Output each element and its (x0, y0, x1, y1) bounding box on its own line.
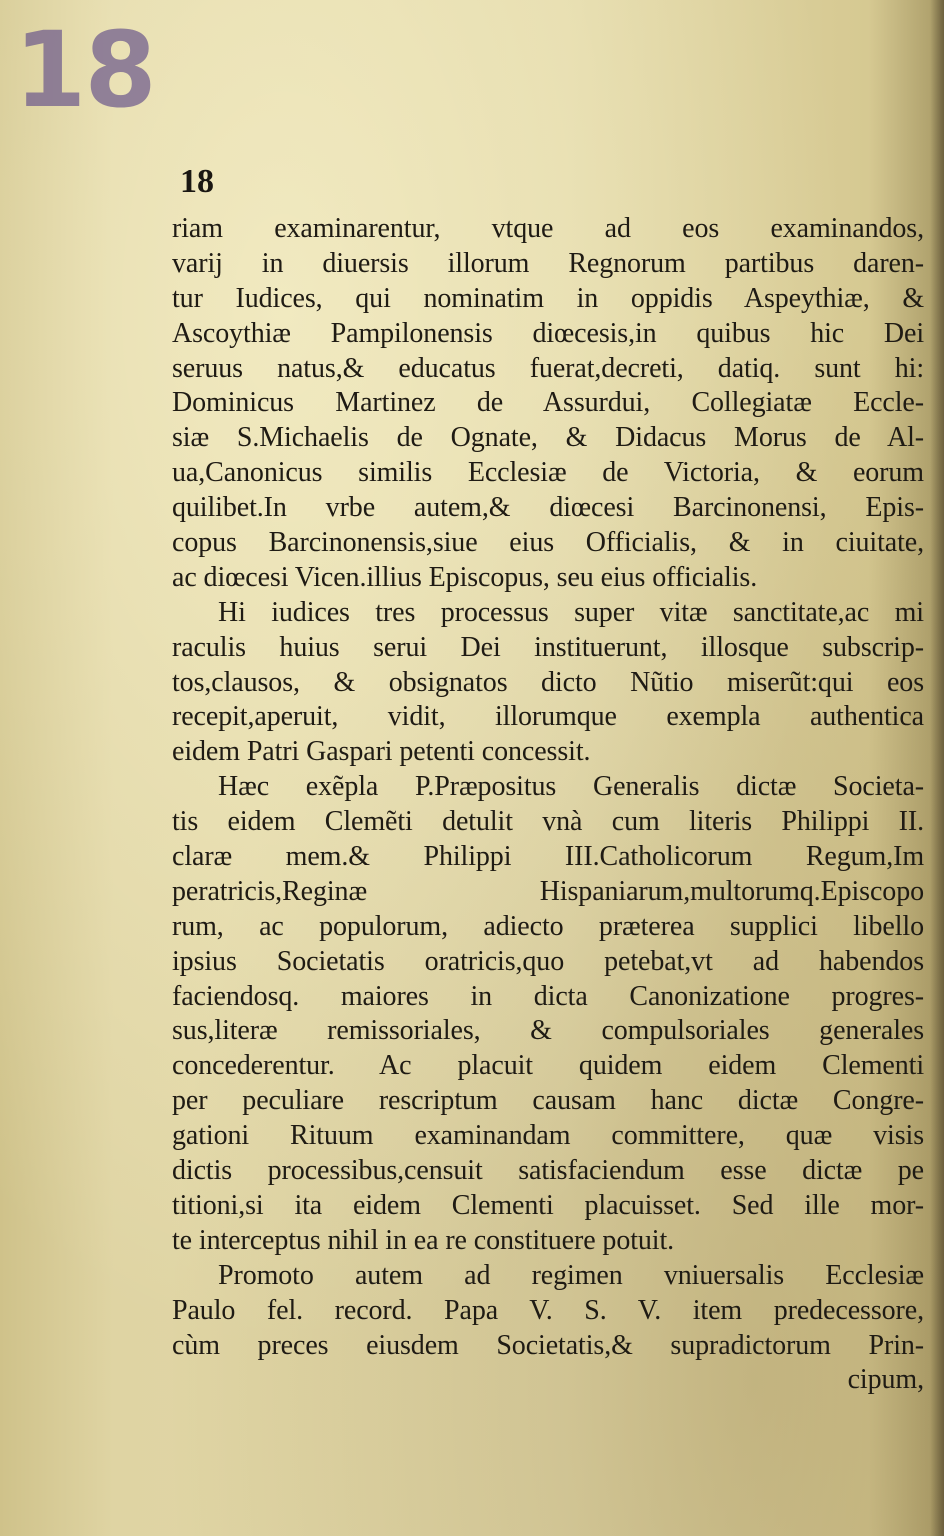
page-number: 18 (180, 163, 214, 200)
text-line: dictis processibus,censuit satisfaciendum esse dictæ pe (172, 1155, 924, 1187)
body-text (172, 212, 924, 1398)
text-line: cùm preces eiusdem Societatis,& supradictorum Prin- (172, 1329, 924, 1361)
text-line: Hi iudices tres processus super vitæ sanctitate,ac mi (218, 596, 924, 628)
text-line: raculis huius serui Dei instituerunt, illosque subscrip- (172, 631, 924, 663)
text-line: claræ mem.& Philippi III.Catholicorum Regum,Im (172, 841, 924, 873)
text-line: recepit,aperuit, vidit, illorumque exempla authentica (172, 701, 924, 733)
text-line: ac diœcesi Vicen.illius Episcopus, seu eius officialis. (172, 561, 758, 593)
text-line: copus Barcinonensis,siue eius Officialis, & in ciuitate, (172, 527, 924, 559)
text-line: gationi Rituum examinandam committere, quæ visis (172, 1120, 924, 1152)
text-line: rum, ac populorum, adiecto præterea supplici libello (172, 910, 924, 942)
text-line: tis eidem Clemẽti detulit vnà cum literis Philippi II. (172, 806, 924, 838)
text-line: peratricis,Reginæ Hispaniarum,multorumq.Episcopo (172, 875, 924, 907)
text-line: Dominicus Martinez de Assurdui, Collegiatæ Eccle- (172, 387, 924, 419)
text-line: siæ S.Michaelis de Ognate, & Didacus Morus de Al- (172, 422, 924, 454)
text-line: Promoto autem ad regimen vniuersalis Ecclesiæ (218, 1259, 924, 1291)
catchword: cipum, (847, 1364, 924, 1396)
text-line: te interceptus nihil in ea re constituere potuit. (172, 1224, 675, 1256)
text-line: seruus natus,& educatus fuerat,decreti, datiq. sunt hi: (172, 352, 924, 384)
text-line: tur Iudices, qui nominatim in oppidis Aspeythiæ, & (172, 282, 924, 314)
text-line: eidem Patri Gaspari petenti concessit. (172, 736, 591, 768)
text-line: Hæc exẽpla P.Præpositus Generalis dictæ Societa- (218, 771, 924, 803)
text-line: per peculiare rescriptum causam hanc dictæ Congre- (172, 1085, 924, 1117)
text-line: ua,Canonicus similis Ecclesiæ de Victoria, & eorum (172, 457, 924, 489)
text-line: Ascoythiæ Pampilonensis diœcesis,in quibus hic Dei (172, 317, 924, 349)
text-line: Paulo fel. record. Papa V. S. V. item predecessore, (172, 1294, 924, 1326)
ink-stamp-number: 18 (14, 9, 155, 131)
text-line: faciendosq. maiores in dicta Canonizatione progres- (172, 980, 924, 1012)
page-edge-shadow (930, 0, 944, 1536)
text-line: quilibet.In vrbe autem,& diœcesi Barcinonensi, Epis- (172, 492, 924, 524)
text-line: titioni,si ita eidem Clementi placuisset. Sed ille mor- (172, 1189, 924, 1221)
text-line: concederentur. Ac placuit quidem eidem Clementi (172, 1050, 924, 1082)
text-line: tos,clausos, & obsignatos dicto Nũtio miserũt:qui eos (172, 666, 924, 698)
text-line: sus,literæ remissoriales, & compulsoriales generales (172, 1015, 924, 1047)
text-line: ipsius Societatis oratricis,quo petebat,vt ad habendos (172, 945, 924, 977)
text-line: varij in diuersis illorum Regnorum partibus daren- (172, 247, 924, 279)
text-line: riam examinarentur, vtque ad eos examinandos, (172, 213, 924, 244)
